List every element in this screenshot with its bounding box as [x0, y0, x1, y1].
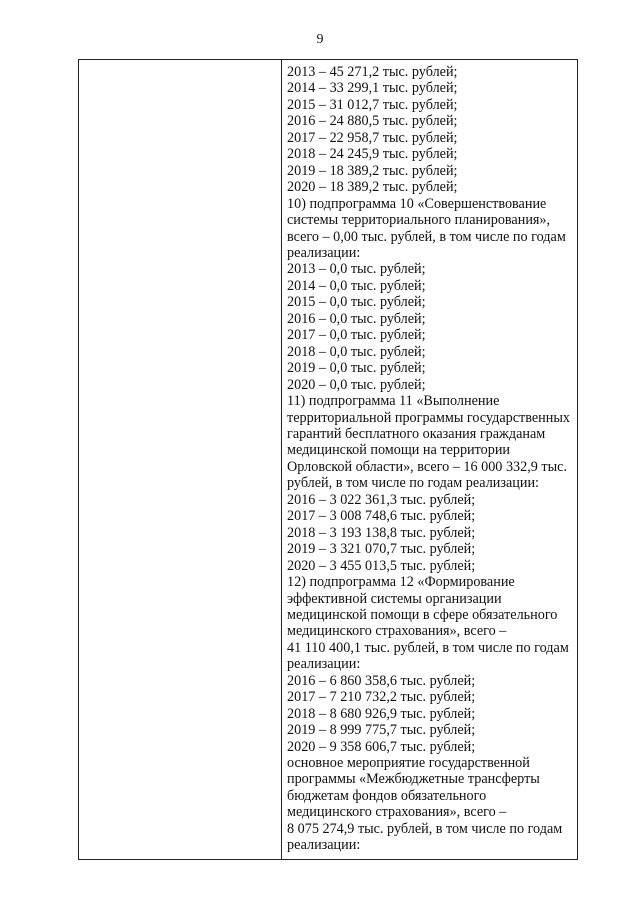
text-line: 8 075 274,9 тыс. рублей, в том числе по годам	[287, 820, 563, 837]
text-line: 2019 – 0,0 тыс. рублей;	[287, 360, 426, 377]
text-line: 2015 – 0,0 тыс. рублей;	[287, 294, 426, 311]
text-line: 2017 – 0,0 тыс. рублей;	[287, 327, 426, 344]
text-line: 2020 – 0,0 тыс. рублей;	[287, 376, 426, 393]
text-line: основное мероприятие государственной	[287, 755, 530, 772]
text-line: 11) подпрограмма 11 «Выполнение	[287, 393, 500, 410]
text-line: 2018 – 8 680 926,9 тыс. рублей;	[287, 705, 476, 722]
text-line: 2016 – 24 880,5 тыс. рублей;	[287, 113, 458, 130]
document-table	[78, 59, 578, 860]
text-line: медицинского страхования», всего –	[287, 623, 507, 640]
text-line: 2017 – 3 008 748,6 тыс. рублей;	[287, 508, 476, 525]
page-number: 9	[316, 32, 324, 47]
table-left-cell	[79, 60, 282, 859]
table-right-cell	[282, 60, 577, 859]
text-line: 41 110 400,1 тыс. рублей, в том числе по годам	[287, 639, 569, 656]
text-line: медицинского страхования», всего –	[287, 804, 507, 821]
text-line: 2018 – 3 193 138,8 тыс. рублей;	[287, 524, 476, 541]
text-line: реализации:	[287, 244, 361, 261]
text-line: системы территориального планирования»,	[287, 212, 551, 229]
text-line: медицинской помощи на территории	[287, 442, 511, 459]
text-line: 2016 – 6 860 358,6 тыс. рублей;	[287, 672, 476, 689]
text-line: 2019 – 3 321 070,7 тыс. рублей;	[287, 541, 476, 558]
text-line: территориальной программы государственных	[287, 409, 570, 426]
text-line: реализации:	[287, 837, 361, 854]
text-line: Орловской области», всего – 16 000 332,9 тыс.	[287, 458, 567, 475]
text-line: 2017 – 22 958,7 тыс. рублей;	[287, 129, 458, 146]
text-line: 2013 – 45 271,2 тыс. рублей;	[287, 64, 458, 80]
text-line: 2020 – 3 455 013,5 тыс. рублей;	[287, 557, 476, 574]
text-line: 2019 – 18 389,2 тыс. рублей;	[287, 162, 458, 179]
text-line: 2019 – 8 999 775,7 тыс. рублей;	[287, 722, 476, 739]
text-line: медицинской помощи в сфере обязательного	[287, 606, 558, 623]
text-line: 2018 – 0,0 тыс. рублей;	[287, 343, 426, 360]
text-line: 2020 – 9 358 606,7 тыс. рублей;	[287, 738, 476, 755]
text-line: 10) подпрограмма 10 «Совершенствование	[287, 195, 547, 212]
text-line: 2013 – 0,0 тыс. рублей;	[287, 261, 426, 278]
text-line: программы «Межбюджетные трансферты	[287, 771, 540, 788]
text-line: реализации:	[287, 656, 361, 673]
text-line: 2016 – 3 022 361,3 тыс. рублей;	[287, 491, 476, 508]
text-line: бюджетам фондов обязательного	[287, 787, 487, 804]
text-line: 2014 – 0,0 тыс. рублей;	[287, 277, 426, 294]
text-line: рублей, в том числе по годам реализации:	[287, 475, 539, 492]
text-line: 2020 – 18 389,2 тыс. рублей;	[287, 179, 458, 196]
text-line: 2017 – 7 210 732,2 тыс. рублей;	[287, 689, 476, 706]
text-line: 2016 – 0,0 тыс. рублей;	[287, 310, 426, 327]
text-line: 12) подпрограмма 12 «Формирование	[287, 574, 515, 591]
text-line: 2018 – 24 245,9 тыс. рублей;	[287, 146, 458, 163]
text-line: 2014 – 33 299,1 тыс. рублей;	[287, 80, 458, 97]
text-line: всего – 0,00 тыс. рублей, в том числе по годам	[287, 228, 566, 245]
text-line: эффективной системы организации	[287, 590, 502, 607]
text-line: гарантий бесплатного оказания гражданам	[287, 425, 546, 442]
text-line: 2015 – 31 012,7 тыс. рублей;	[287, 96, 458, 113]
